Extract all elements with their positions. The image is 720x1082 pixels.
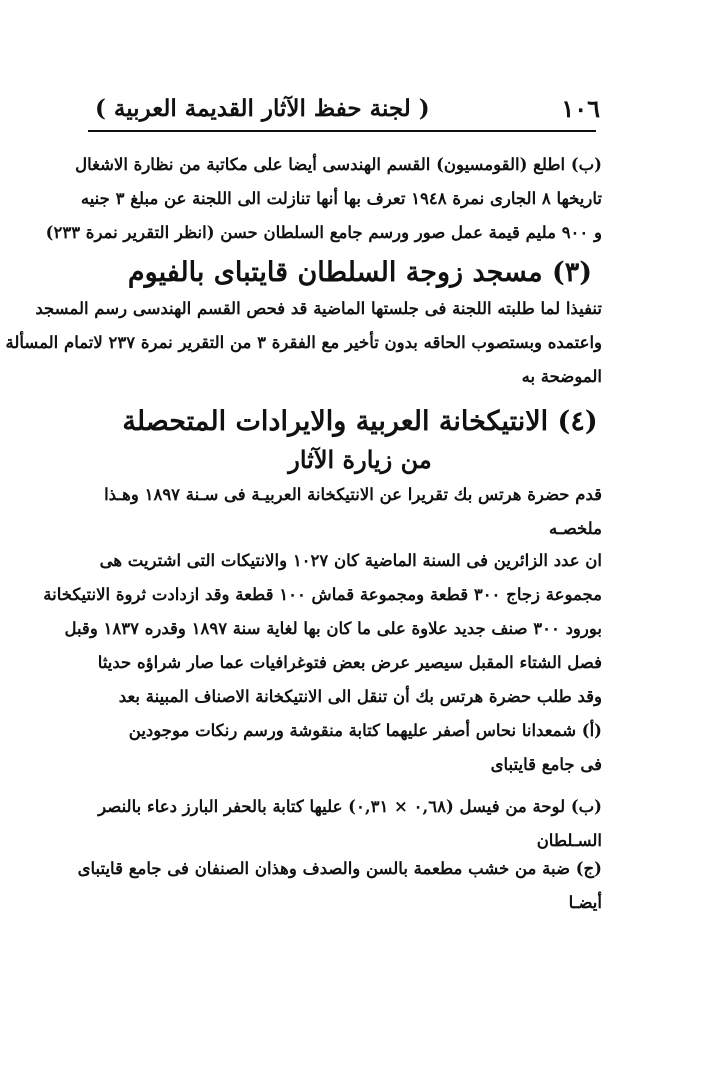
text-line: الموضحة به [521, 367, 602, 386]
paragraph-section-4-intro [97, 478, 602, 546]
paragraph-section-4-request [97, 680, 602, 714]
text-line: فى جامع قايتباى [490, 755, 602, 774]
text-line: و ٩٠٠ مليم قيمة عمل صور ورسم جامع السلطان حسن (انظر التقرير نمرة ٢٣٣) [45, 223, 602, 242]
text-line: ملخصـه [549, 519, 602, 538]
paragraph-section-3 [5, 292, 602, 394]
text-line: (ب) اطلع (القومسيون) القسم الهندسى أيضا على مكاتبة من نظارة الاشغال [75, 155, 602, 174]
item-b [97, 790, 602, 858]
page-number: ١٠٦ [561, 93, 600, 123]
text-line: تاريخها ٨ الجارى نمرة ١٩٤٨ تعرف بها أنها تنازلت الى اللجنة عن مبلغ ٣ جنيه [80, 189, 602, 208]
paragraph-section-4-summary [43, 544, 602, 680]
text-line: قدم حضرة هرتس بك تقريرا عن الانتيكخانة العربيـة فى سـنة ١٨٩٧ وهـذا [104, 485, 602, 504]
section-4-subheading: من زيارة الآثار [288, 445, 432, 474]
text-line: وقد طلب حضرة هرتس بك أن تنقل الى الانتيكخانة الاصناف المبينة بعد [118, 687, 602, 706]
text-line: مجموعة زجاج ٣٠٠ قطعة ومجموعة قماش ١٠٠ قطعة وقد ازدادت ثروة الانتيكخانة [43, 585, 602, 604]
running-title: ( لجنة حفظ الآثار القديمة العربية ) [95, 94, 430, 122]
text-line: ان عدد الزائرين فى السنة الماضية كان ١٠٢٧ والانتيكات التى اشتريت هى [99, 551, 602, 570]
text-line: (ب) لوحة من فيسل (٠,٦٨ × ٠,٣١) عليها كتابة بالحفر البارز دعاء بالنصر [98, 797, 602, 816]
section-3-heading: (٣) مسجد زوجة السلطان قايتباى بالفيوم [127, 257, 593, 288]
text-line: (أ) شمعدانا نحاس أصفر عليهما كتابة منقوشة ورسم رنكات موجودين [128, 721, 602, 740]
section-4-heading: (٤) الانتيكخانة العربية والايرادات المتحصلة [122, 406, 598, 437]
text-line: واعتمده وبستصوب الحاقه بدون تأخير مع الفقرة ٣ من التقرير نمرة ٢٣٧ لاتمام المسألة [5, 333, 602, 352]
text-line: أيضـا [568, 893, 602, 912]
text-line: السـلطان [536, 831, 602, 850]
header-rule [88, 130, 596, 132]
item-c [77, 852, 602, 920]
item-a [97, 714, 602, 782]
text-line: تنفيذا لما طلبته اللجنة فى جلستها الماضية قد فحص القسم الهندسى رسم المسجد [35, 299, 602, 318]
text-line: بورود ٣٠٠ صنف جديد علاوة على ما كان بها لغاية سنة ١٨٩٧ وقدره ١٨٣٧ وقبل [64, 619, 602, 638]
text-line: (ج) ضبة من خشب مطعمة بالسن والصدف وهذان الصنفان فى جامع قايتباى [77, 859, 602, 878]
page-header [95, 88, 600, 128]
text-line: فصل الشتاء المقبل سيصير عرض بعض فتوغرافيات عما صار شراؤه حديثا [97, 653, 602, 672]
paragraph-b-engineering-report [45, 148, 602, 250]
